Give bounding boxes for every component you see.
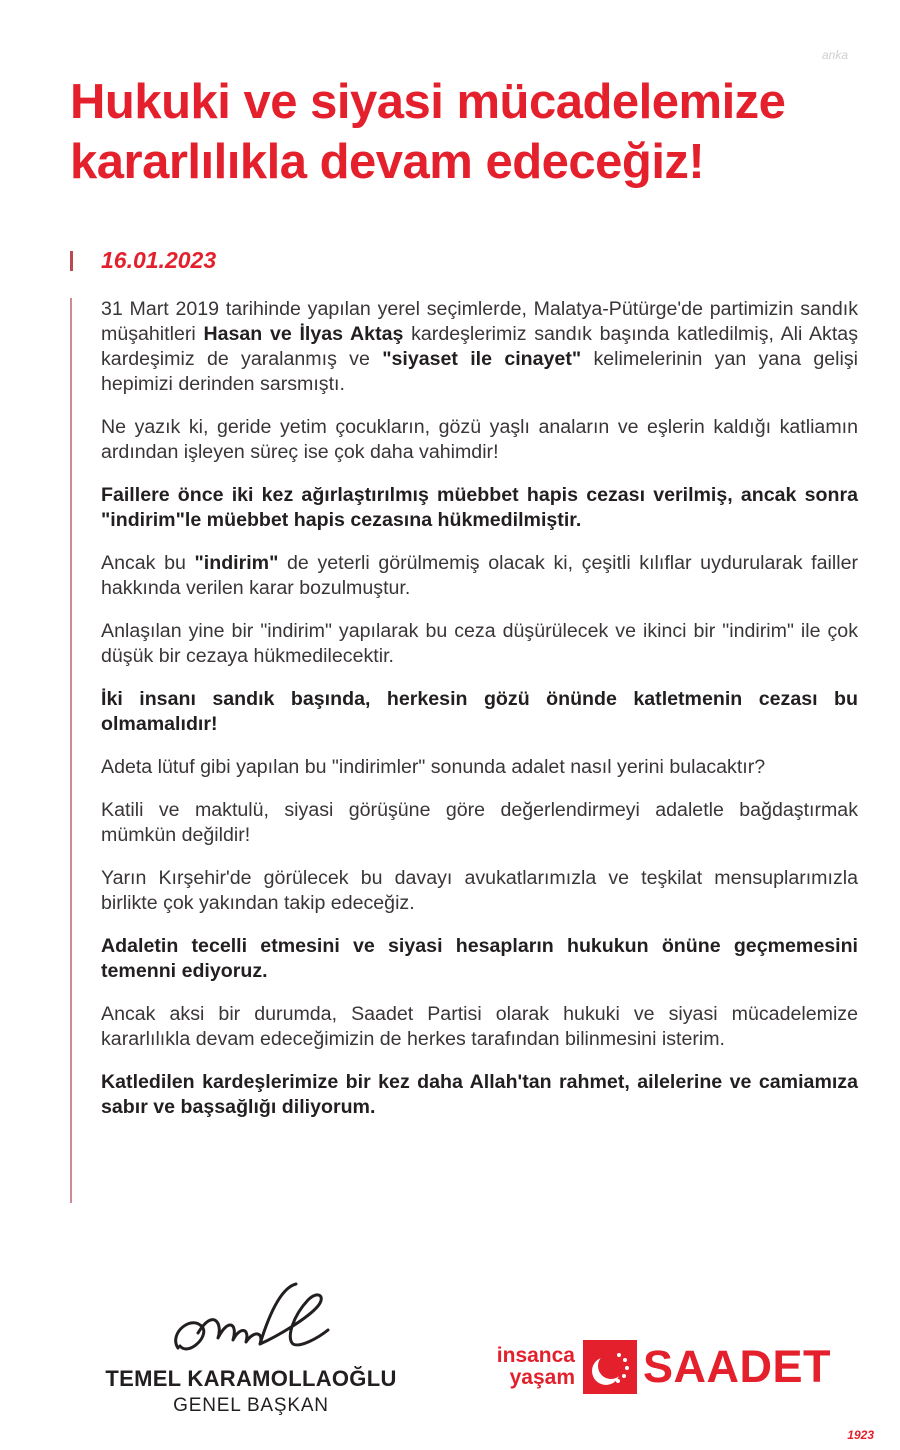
paragraph-12: Katledilen kardeşlerimize bir kez daha Allah'tan rahmet, ailelerine ve camiamıza sabır ve başsağlığı diliyorum. <box>101 1071 858 1118</box>
slogan-line-2: yaşam <box>509 1366 575 1389</box>
paragraph-5: Anlaşılan yine bir "indirim" yapılarak bu ceza düşürülecek ve ikinci bir "indirim" ile çok düşük bir cezaya hükmedilecektir. <box>101 620 858 667</box>
party-name: SAADET <box>643 1341 832 1392</box>
signer-title: GENEL BAŞKAN <box>173 1395 329 1416</box>
corner-watermark: 1923 <box>847 1428 874 1442</box>
paragraph-1 <box>101 297 858 397</box>
watermark: anka <box>821 48 848 62</box>
paragraph-1-text-c: kardeşlerimiz sandık başında katledilmiş, Ali Aktaş kardeşimiz de yaralanmış ve <box>101 323 858 370</box>
date-accent-bar <box>70 251 73 271</box>
quote-phrase: "siyaset ile cinayet" <box>382 348 582 370</box>
paragraph-4 <box>101 551 858 601</box>
victim-names: Hasan ve İlyas Aktaş <box>203 323 404 345</box>
paragraph-6: İki insanı sandık başında, herkesin gözü önünde katletmenin cezası bu olmamalıdır! <box>101 688 858 735</box>
paragraph-2: Ne yazık ki, geride yetim çocukların, gözü yaşlı anaların ve eşlerin kaldığı katliamın ardından işleyen süreç ise çok daha vahimdir! <box>101 416 858 463</box>
paragraph-4-text-a: Ancak bu <box>101 552 195 574</box>
paragraph-8: Katili ve maktulü, siyasi görüşüne göre değerlendirmeyi adaletle bağdaştırmak mümkün değildir! <box>101 799 858 846</box>
paragraph-10: Adaletin tecelli etmesini ve siyasi hesapların hukukun önüne geçmemesini temenni ediyoruz. <box>101 935 858 982</box>
paragraph-11: Ancak aksi bir durumda, Saadet Partisi olarak hukuki ve siyasi mücadelemize kararlılıkla devam edeceğimizin de herkes tarafından bilinmesini isterim. <box>101 1003 858 1050</box>
statement-body <box>101 297 858 1138</box>
body-accent-bar <box>70 298 72 1203</box>
paragraph-9: Yarın Kırşehir'de görülecek bu davayı avukatlarımızla ve teşkilat mensuplarımızla birlikte çok yakından takip edeceğiz. <box>101 867 858 914</box>
party-slogan <box>480 1345 575 1389</box>
paragraph-3: Faillere önce iki kez ağırlaştırılmış müebbet hapis cezası verilmiş, ancak sonra "indirim"le müebbet hapis cezasına hükmedilmiştir. <box>101 484 858 531</box>
paragraph-7: Adeta lütuf gibi yapılan bu "indirimler" sonunda adalet nasıl yerini bulacaktır? <box>101 756 766 778</box>
signature-icon <box>168 1278 333 1368</box>
paragraph-4-text-c: de yeterli görülmemiş olacak ki, çeşitli kılıflar uydurularak failler hakkında verilen karar bozulmuştur. <box>101 552 859 599</box>
paragraph-1-text-e: kelimelerinin yan yana gelişi hepimizi derinden sarsmıştı. <box>101 348 859 395</box>
slogan-line-1: insanca <box>496 1344 575 1367</box>
indirim-phrase: "indirim" <box>194 552 279 574</box>
date: 16.01.2023 <box>101 247 217 273</box>
crescent-stars-icon <box>583 1340 637 1394</box>
page-title: Hukuki ve siyasi mücadelemize kararlılıkla devam edeceğiz! <box>70 75 786 189</box>
paragraph-1-text-a: 31 Mart 2019 tarihinde yapılan yerel seçimlerde, Malatya-Pütürge'de partimizin sandık müşahitleri <box>101 298 858 345</box>
signer-name: TEMEL KARAMOLLAOĞLU <box>105 1366 397 1391</box>
